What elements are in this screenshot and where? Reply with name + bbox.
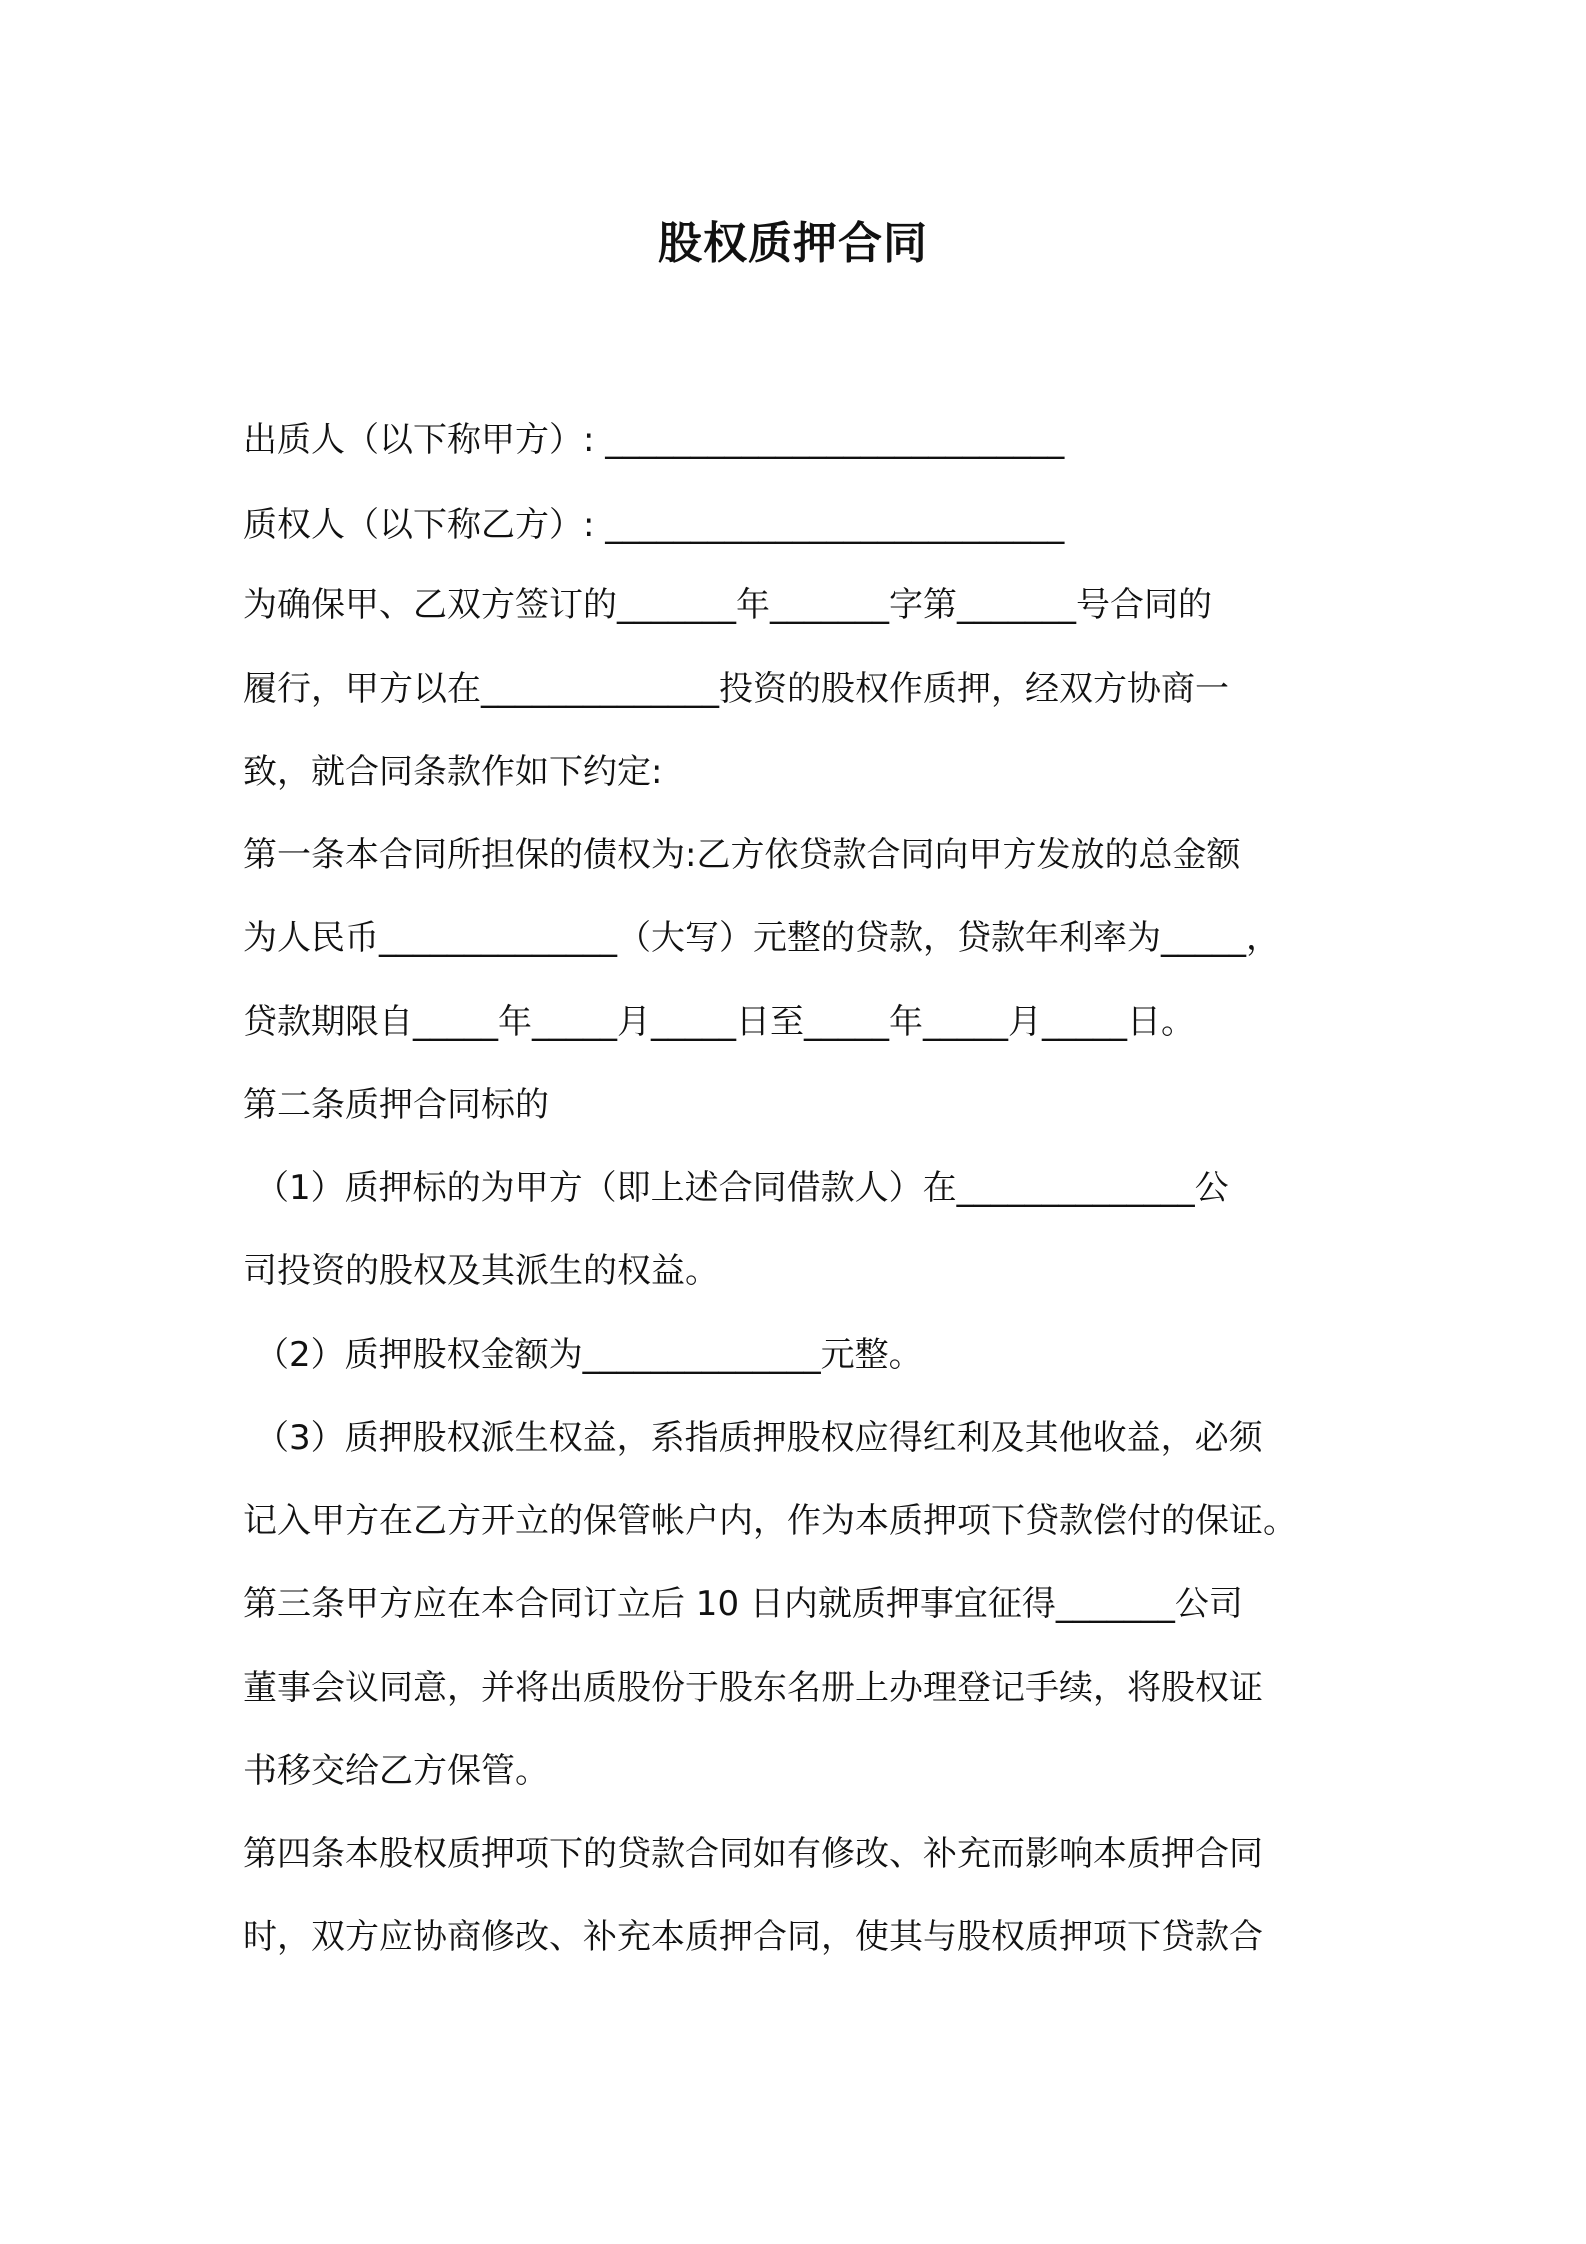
pledgor-line: 出质人（以下称甲方）: ___________________________ <box>243 420 1065 460</box>
preamble-line-3: 致，就合同条款作如下约定: <box>243 752 663 792</box>
article-3-line-2: 董事会议同意，并将出质股份于股东名册上办理登记手续，将股权证 <box>243 1668 1263 1708</box>
article-2-item-3-line-1: （3）质押股权派生权益，系指质押股权应得红利及其他收益，必须 <box>255 1418 1263 1458</box>
document-title: 股权质押合同 <box>658 218 928 269</box>
article-4-line-2: 时，双方应协商修改、补充本质押合同，使其与股权质押项下贷款合 <box>243 1917 1263 1957</box>
preamble-line-1: 为确保甲、乙双方签订的_______年_______字第_______号合同的 <box>243 585 1212 625</box>
article-1-line-2: 为人民币______________（大写）元整的贷款，贷款年利率为_____， <box>243 918 1280 958</box>
article-3-line-1: 第三条甲方应在本合同订立后 10 日内就质押事宜征得_______公司 <box>243 1584 1243 1624</box>
preamble-line-2: 履行，甲方以在______________投资的股权作质押，经双方协商一 <box>243 669 1229 709</box>
article-1-line-1: 第一条本合同所担保的债权为:乙方依贷款合同向甲方发放的总金额 <box>243 835 1241 875</box>
article-2-item-2: （2）质押股权金额为______________元整。 <box>255 1335 923 1375</box>
article-2-item-3-line-2: 记入甲方在乙方开立的保管帐户内，作为本质押项下贷款偿付的保证。 <box>243 1501 1297 1541</box>
article-3-line-3: 书移交给乙方保管。 <box>243 1751 549 1791</box>
article-2-item-1-line-2: 司投资的股权及其派生的权益。 <box>243 1251 719 1291</box>
article-4-line-1: 第四条本股权质押项下的贷款合同如有修改、补充而影响本质押合同 <box>243 1834 1263 1874</box>
pledgee-line: 质权人（以下称乙方）: ___________________________ <box>243 505 1065 545</box>
article-2-heading: 第二条质押合同标的 <box>243 1085 549 1125</box>
article-2-item-1-line-1: （1）质押标的为甲方（即上述合同借款人）在______________公 <box>255 1168 1229 1208</box>
article-1-line-3: 贷款期限自_____年_____月_____日至_____年_____月_____日。 <box>243 1002 1195 1042</box>
